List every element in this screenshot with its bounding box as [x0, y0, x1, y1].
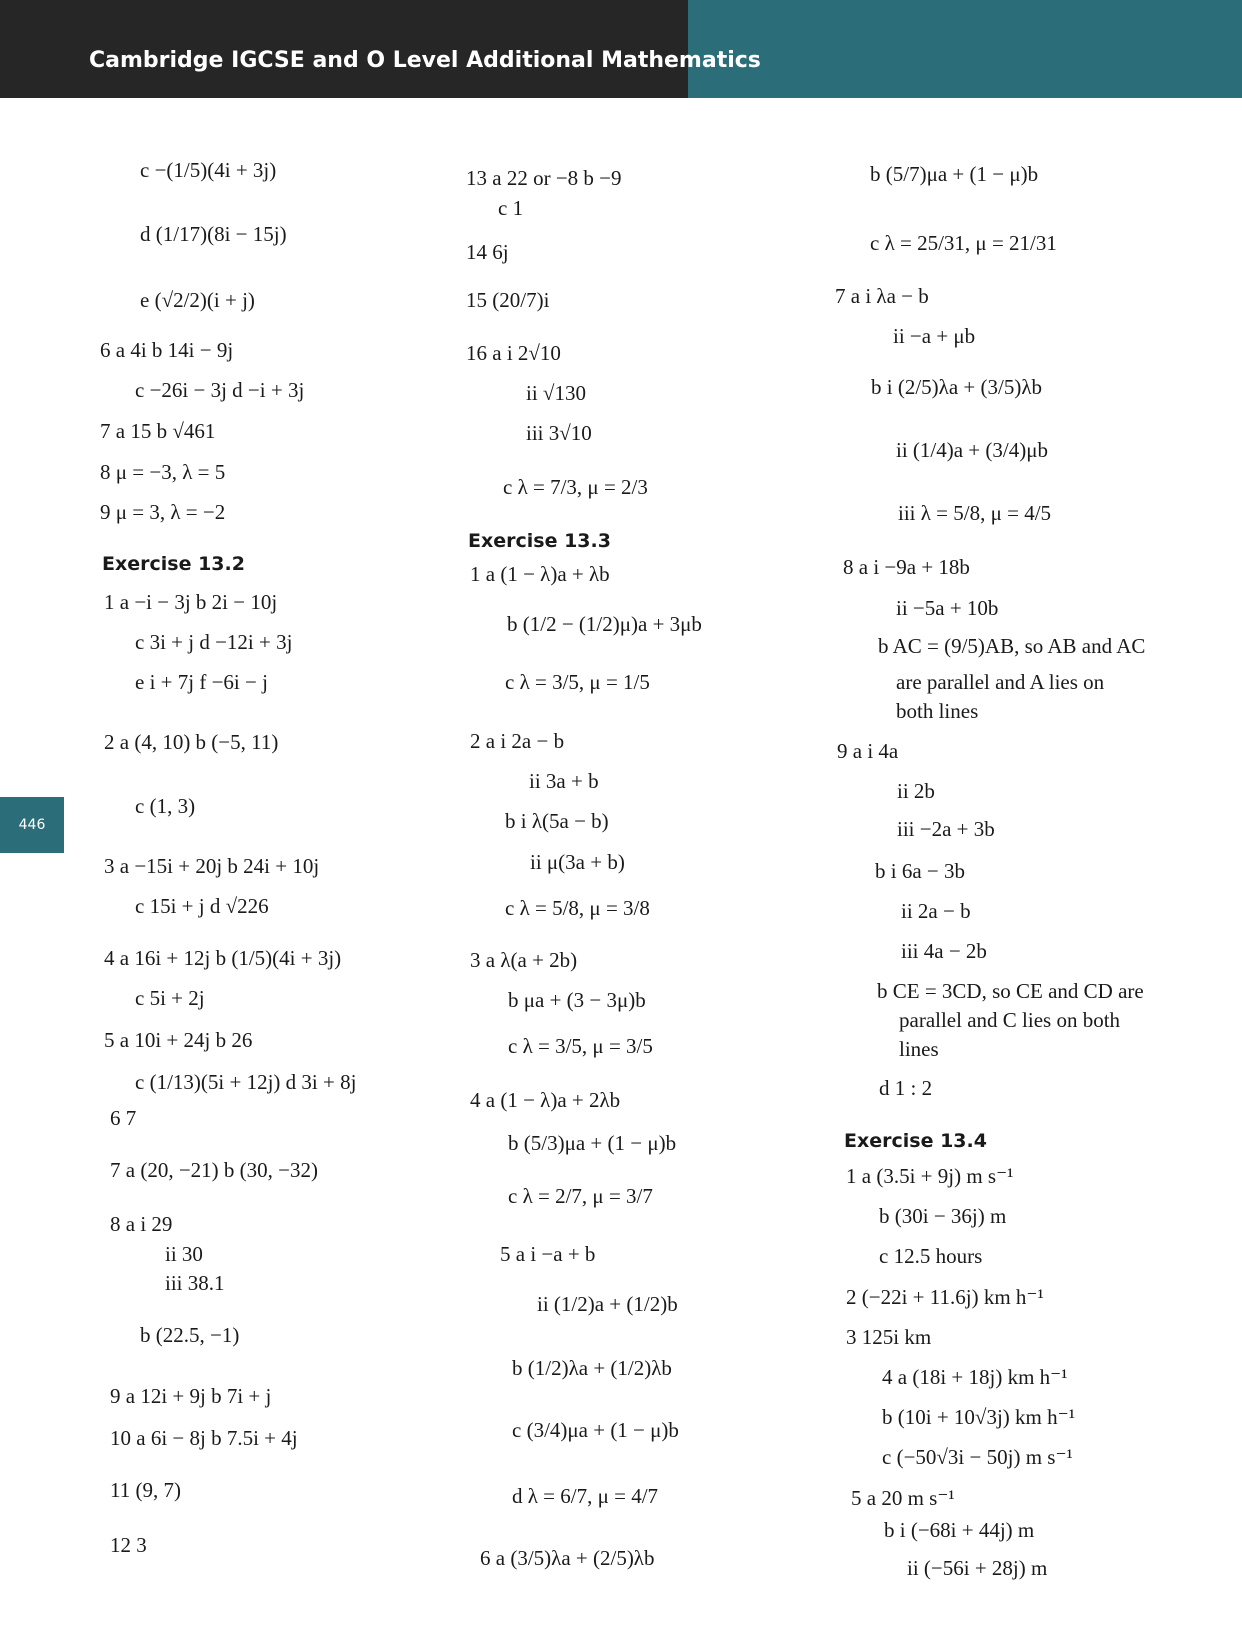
answer-line: d 1 : 2 — [879, 1076, 933, 1100]
answer-line: ii √130 — [526, 381, 586, 405]
answer-line: 6 7 — [110, 1106, 137, 1130]
answer-line: b (22.5, −1) — [140, 1323, 240, 1347]
answer-line: iii −2a + 3b — [897, 817, 995, 841]
answer-line: c (1/13)(5i + 12j) d 3i + 8j — [135, 1070, 357, 1094]
answer-line: c 15i + j d √226 — [135, 894, 269, 918]
answer-line: 4 a (18i + 18j) km h⁻¹ — [882, 1365, 1068, 1389]
answer-line: b i (2/5)λa + (3/5)λb — [871, 375, 1043, 399]
answer-line: b i (−68i + 44j) m — [884, 1518, 1035, 1542]
answer-line: 15 (20/7)i — [466, 288, 550, 312]
header-accent-bar — [688, 0, 1242, 98]
answer-line: c λ = 5/8, μ = 3/8 — [505, 896, 650, 920]
answer-line: iii 4a − 2b — [901, 939, 987, 963]
answer-line: c (1, 3) — [135, 794, 196, 818]
answer-line: both lines — [896, 699, 979, 723]
answer-line: b (5/3)μa + (1 − μ)b — [508, 1131, 677, 1155]
answer-line: ii −a + μb — [893, 324, 976, 348]
answer-line: c (3/4)μa + (1 − μ)b — [512, 1418, 679, 1442]
answer-line: c λ = 25/31, μ = 21/31 — [870, 231, 1057, 255]
answer-line: c λ = 3/5, μ = 3/5 — [508, 1034, 653, 1058]
answer-line: lines — [899, 1037, 939, 1061]
book-title: Cambridge IGCSE and O Level Additional Mathematics — [89, 48, 761, 73]
answer-line: 2 a (4, 10) b (−5, 11) — [104, 730, 279, 754]
answer-line: 12 3 — [110, 1533, 147, 1557]
answer-line: b i 6a − 3b — [875, 859, 965, 883]
answer-line: 5 a i −a + b — [500, 1242, 596, 1266]
answer-line: iii λ = 5/8, μ = 4/5 — [898, 501, 1052, 525]
answer-line: b AC = (9/5)AB, so AB and AC — [878, 634, 1146, 658]
answer-line: 13 a 22 or −8 b −9 — [466, 166, 622, 190]
answer-line: c −(1/5)(4i + 3j) — [140, 158, 277, 182]
answer-line: 1 a (1 − λ)a + λb — [470, 562, 610, 586]
answer-line: b (1/2 − (1/2)μ)a + 3μb — [507, 612, 702, 636]
answer-line: b i λ(5a − b) — [505, 809, 609, 833]
answer-line: 8 a i −9a + 18b — [843, 555, 970, 579]
answer-line: parallel and C lies on both — [899, 1008, 1121, 1032]
answer-line: ii 3a + b — [529, 769, 599, 793]
answer-line: c 5i + 2j — [135, 986, 205, 1010]
answer-line: 1 a (3.5i + 9j) m s⁻¹ — [846, 1164, 1014, 1188]
answer-line: d λ = 6/7, μ = 4/7 — [512, 1484, 659, 1508]
answer-line: b μa + (3 − 3μ)b — [508, 988, 646, 1012]
answer-line: 8 μ = −3, λ = 5 — [100, 460, 226, 484]
answer-line: e i + 7j f −6i − j — [135, 670, 268, 694]
answer-line: b CE = 3CD, so CE and CD are — [877, 979, 1144, 1003]
answer-line: c 3i + j d −12i + 3j — [135, 630, 293, 654]
answer-line: ii (1/4)a + (3/4)μb — [896, 438, 1048, 462]
answer-line: 9 μ = 3, λ = −2 — [100, 500, 226, 524]
answer-line: ii (−56i + 28j) m — [907, 1556, 1048, 1580]
answer-line: 8 a i 29 — [110, 1212, 173, 1236]
answer-line: c −26i − 3j d −i + 3j — [135, 378, 305, 402]
answer-line: 6 a 4i b 14i − 9j — [100, 338, 234, 362]
exercise-heading: Exercise 13.3 — [468, 530, 611, 552]
answer-line: 9 a i 4a — [837, 739, 899, 763]
answer-line: 16 a i 2√10 — [466, 341, 561, 365]
answer-line: 5 a 10i + 24j b 26 — [104, 1028, 253, 1052]
answer-line: 2 (−22i + 11.6j) km h⁻¹ — [846, 1285, 1044, 1309]
answer-line: ii 30 — [165, 1242, 203, 1266]
answer-line: ii 2a − b — [901, 899, 971, 923]
answer-line: b (5/7)μa + (1 − μ)b — [870, 162, 1039, 186]
page-number: 446 — [0, 797, 64, 853]
answer-line: c 1 — [498, 196, 524, 220]
answer-line: e (√2/2)(i + j) — [140, 288, 255, 312]
answer-line: iii 38.1 — [165, 1271, 225, 1295]
answer-line: c 12.5 hours — [879, 1244, 983, 1268]
exercise-heading: Exercise 13.2 — [102, 553, 245, 575]
answer-line: 4 a (1 − λ)a + 2λb — [470, 1088, 621, 1112]
answer-line: ii −5a + 10b — [896, 596, 999, 620]
answer-line: 7 a i λa − b — [835, 284, 929, 308]
answer-line: d (1/17)(8i − 15j) — [140, 222, 287, 246]
answer-line: c (−50√3i − 50j) m s⁻¹ — [882, 1445, 1073, 1469]
answer-line: 2 a i 2a − b — [470, 729, 565, 753]
answer-line: c λ = 7/3, μ = 2/3 — [503, 475, 648, 499]
answer-line: ii 2b — [897, 779, 935, 803]
answer-line: ii μ(3a + b) — [530, 850, 625, 874]
answer-line: 9 a 12i + 9j b 7i + j — [110, 1384, 272, 1408]
answer-line: b (10i + 10√3j) km h⁻¹ — [882, 1405, 1075, 1429]
answer-line: 5 a 20 m s⁻¹ — [851, 1486, 955, 1510]
answer-line: 6 a (3/5)λa + (2/5)λb — [480, 1546, 655, 1570]
answer-line: 14 6j — [466, 240, 509, 264]
answer-line: 4 a 16i + 12j b (1/5)(4i + 3j) — [104, 946, 342, 970]
answer-line: 10 a 6i − 8j b 7.5i + 4j — [110, 1426, 298, 1450]
answer-line: 3 125i km — [846, 1325, 932, 1349]
answer-line: 7 a (20, −21) b (30, −32) — [110, 1158, 318, 1182]
answer-line: b (30i − 36j) m — [879, 1204, 1007, 1228]
answer-line: iii 3√10 — [526, 421, 592, 445]
answer-line: 3 a λ(a + 2b) — [470, 948, 578, 972]
answer-line: b (1/2)λa + (1/2)λb — [512, 1356, 672, 1380]
answer-line: are parallel and A lies on — [896, 670, 1105, 694]
answer-line: 1 a −i − 3j b 2i − 10j — [104, 590, 278, 614]
answer-line: c λ = 2/7, μ = 3/7 — [508, 1184, 653, 1208]
answer-line: c λ = 3/5, μ = 1/5 — [505, 670, 650, 694]
answer-line: 3 a −15i + 20j b 24i + 10j — [104, 854, 320, 878]
exercise-heading: Exercise 13.4 — [844, 1130, 987, 1152]
answer-line: 7 a 15 b √461 — [100, 419, 216, 443]
answer-line: 11 (9, 7) — [110, 1478, 181, 1502]
answer-line: ii (1/2)a + (1/2)b — [537, 1292, 678, 1316]
